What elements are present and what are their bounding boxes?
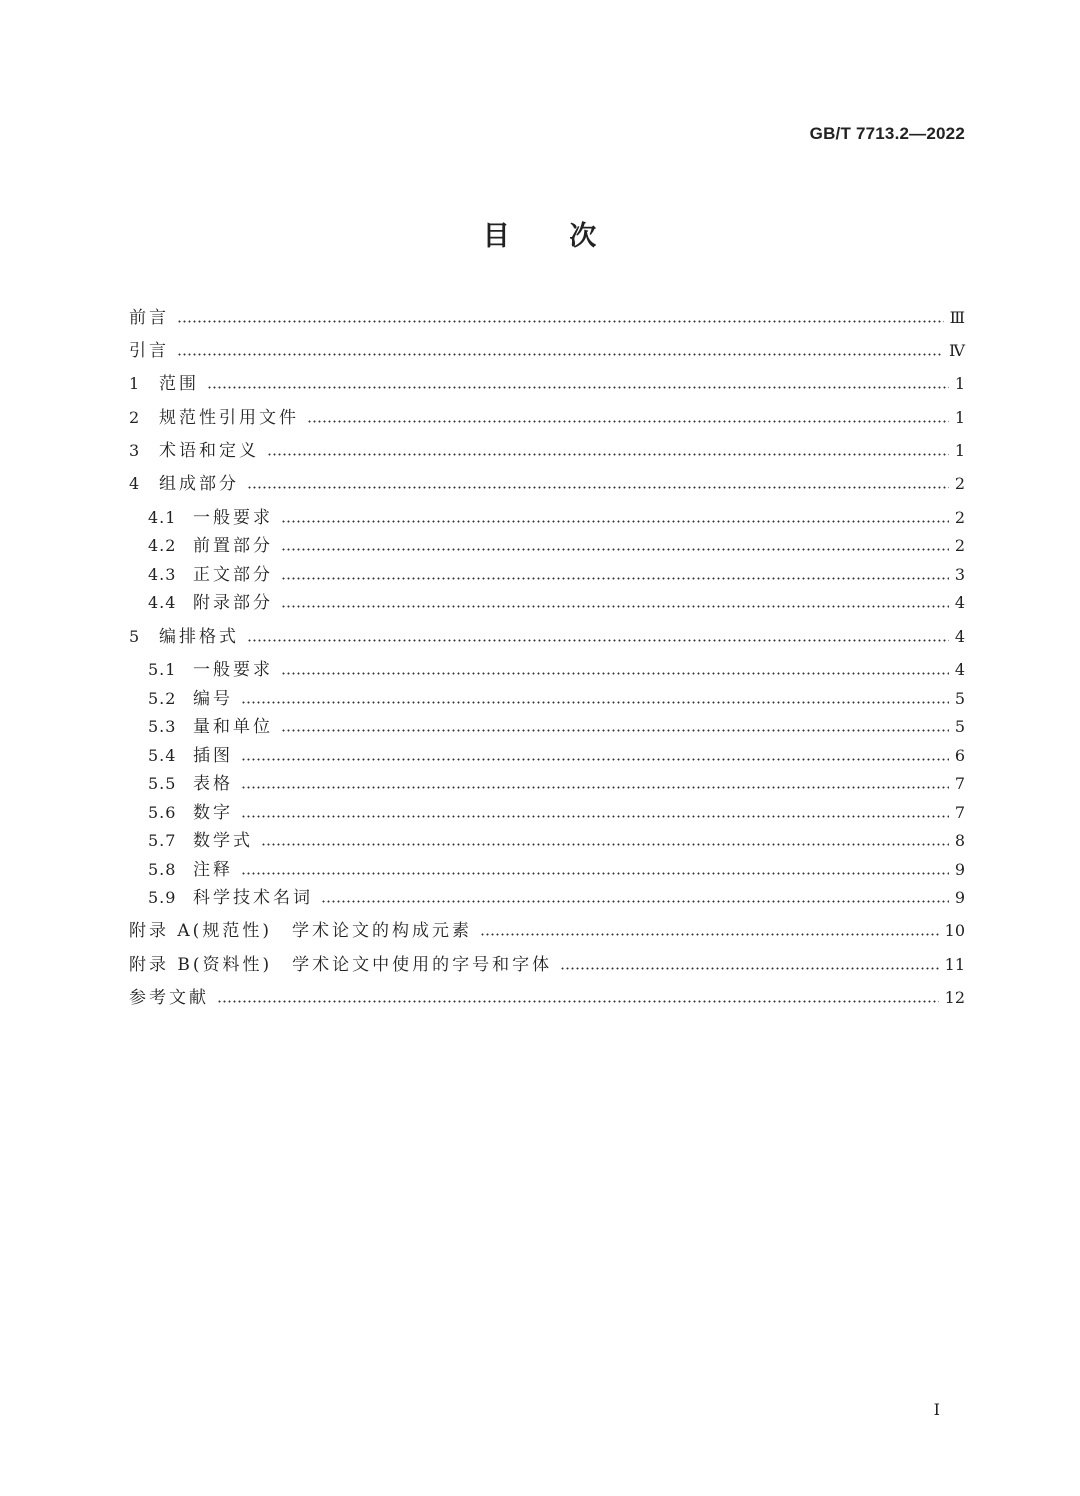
toc-entry-3-terms[interactable] (129, 439, 965, 463)
toc-dot-leader (247, 639, 949, 642)
toc-page-number: 6 (954, 746, 965, 765)
toc-entry-number: 4.2 (148, 536, 177, 555)
toc-entry-text: 科学技术名词 (193, 888, 313, 908)
toc-entry-text: 一般要求 (193, 508, 273, 528)
toc-entry-text: 编号 (193, 689, 233, 709)
toc-entry-text: 附录部分 (193, 593, 273, 613)
toc-entry-number: 4.3 (148, 565, 177, 584)
toc-entry-introduction[interactable] (129, 339, 965, 363)
toc-entry-number: 5 (129, 627, 141, 646)
toc-page-number: 4 (954, 627, 965, 646)
toc-page-number: 9 (954, 888, 965, 907)
toc-entry-number: 4 (129, 474, 141, 493)
toc-dot-leader (281, 729, 949, 732)
toc-entry-number: 5.9 (148, 888, 177, 907)
toc-page-number: 1 (954, 374, 965, 393)
toc-entry-text: 前置部分 (193, 536, 273, 556)
toc-entry-4-2[interactable] (148, 534, 965, 558)
toc-page-number: 8 (954, 831, 965, 850)
toc-page-number: 1 (954, 441, 965, 460)
toc-entry-bibliography[interactable] (129, 986, 965, 1010)
toc-entry-text: 规范性引用文件 (159, 408, 299, 428)
toc-page-number: Ⅲ (949, 308, 965, 327)
toc-entry-text: 插图 (193, 746, 233, 766)
toc-entry-5-5[interactable] (148, 772, 965, 796)
toc-dot-leader (217, 1000, 939, 1003)
toc-entry-5-4[interactable] (148, 744, 965, 768)
toc-dot-leader (281, 577, 949, 580)
toc-entry-number: 5.5 (148, 774, 177, 793)
toc-dot-leader (267, 453, 949, 456)
toc-entry-text: 量和单位 (193, 717, 273, 737)
toc-entry-text: 正文部分 (193, 565, 273, 585)
toc-dot-leader (307, 420, 949, 423)
toc-dot-leader (241, 872, 949, 875)
toc-entry-text: 附录 A(规范性) 学术论文的构成元素 (129, 921, 472, 941)
toc-entry-text: 附录 B(资料性) 学术论文中使用的字号和字体 (129, 955, 553, 975)
toc-entry-text: 参考文献 (129, 988, 209, 1008)
toc-dot-leader (321, 900, 949, 903)
toc-dot-leader (241, 758, 949, 761)
toc-entry-text: 数学式 (193, 831, 253, 851)
toc-dot-leader (281, 548, 949, 551)
toc-entry-number: 3 (129, 441, 141, 460)
toc-entry-foreword[interactable] (129, 306, 965, 330)
toc-dot-leader (281, 605, 949, 608)
page-title: 目 次 (482, 221, 598, 252)
page-number: Ⅰ (933, 1400, 940, 1419)
toc-entry-4-components[interactable] (129, 472, 965, 496)
toc-entry-number: 2 (129, 408, 141, 427)
toc-entry-number: 5.7 (148, 831, 177, 850)
toc-entry-text: 组成部分 (159, 474, 239, 494)
toc-page-number: 12 (944, 988, 965, 1007)
standard-code: GB/T 7713.2—2022 (809, 124, 965, 143)
toc-page-number: 2 (954, 474, 965, 493)
toc-entry-number: 4.4 (148, 593, 177, 612)
toc-entry-5-2[interactable] (148, 687, 965, 711)
toc-entry-5-9[interactable] (148, 886, 965, 910)
toc-entry-5-7[interactable] (148, 829, 965, 853)
toc-page-number: 4 (954, 593, 965, 612)
toc-dot-leader (177, 353, 943, 356)
toc-entry-number: 5.4 (148, 746, 177, 765)
toc-page-number: Ⅳ (949, 341, 965, 360)
toc-dot-leader (281, 520, 949, 523)
toc-entry-number: 4.1 (148, 508, 177, 527)
toc-entry-5-1[interactable] (148, 658, 965, 682)
toc-dot-leader (241, 815, 949, 818)
toc-entry-5-8[interactable] (148, 858, 965, 882)
toc-dot-leader (241, 786, 949, 789)
toc-page-number: 9 (954, 860, 965, 879)
toc-dot-leader (247, 486, 949, 489)
toc-entry-text: 表格 (193, 774, 233, 794)
toc-entry-text: 术语和定义 (159, 441, 259, 461)
toc-page-number: 7 (954, 774, 965, 793)
toc-page-number: 11 (944, 955, 965, 974)
toc-entry-4-3[interactable] (148, 563, 965, 587)
toc-entry-text: 引言 (129, 341, 169, 361)
toc-entry-number: 5.1 (148, 660, 177, 679)
toc-entry-text: 前言 (129, 308, 169, 328)
toc-entry-5-layout-format[interactable] (129, 625, 965, 649)
toc-entry-annex-b[interactable] (129, 953, 965, 977)
toc-entry-text: 注释 (193, 860, 233, 880)
toc-entry-1-scope[interactable] (129, 372, 965, 396)
toc-dot-leader (207, 386, 949, 389)
toc-page-number: 1 (954, 408, 965, 427)
toc-entry-4-1[interactable] (148, 506, 965, 530)
toc-entry-4-4[interactable] (148, 591, 965, 615)
toc-page-number: 2 (954, 536, 965, 555)
toc-entry-text: 范围 (159, 374, 199, 394)
toc-entry-2-normative-references[interactable] (129, 406, 965, 430)
toc-entry-5-3[interactable] (148, 715, 965, 739)
toc-entry-number: 5.2 (148, 689, 177, 708)
toc-page-number: 3 (954, 565, 965, 584)
toc-entry-text: 编排格式 (159, 627, 239, 647)
toc-entry-number: 1 (129, 374, 141, 393)
toc-page-number: 2 (954, 508, 965, 527)
toc-dot-leader (177, 320, 944, 323)
toc-dot-leader (480, 933, 939, 936)
toc-entry-number: 5.3 (148, 717, 177, 736)
toc-page-number: 10 (944, 921, 965, 940)
toc-entry-text: 数字 (193, 803, 233, 823)
toc-entry-number: 5.6 (148, 803, 177, 822)
toc-dot-leader (261, 843, 949, 846)
toc-dot-leader (560, 967, 938, 970)
toc-entry-5-6[interactable] (148, 801, 965, 825)
toc-page-number: 7 (954, 803, 965, 822)
toc-page-number: 5 (954, 689, 965, 708)
toc-page-number: 4 (954, 660, 965, 679)
toc-entry-text: 一般要求 (193, 660, 273, 680)
toc-dot-leader (281, 672, 949, 675)
toc-entry-number: 5.8 (148, 860, 177, 879)
toc-dot-leader (241, 701, 949, 704)
toc-page-number: 5 (954, 717, 965, 736)
toc-entry-annex-a[interactable] (129, 919, 965, 943)
